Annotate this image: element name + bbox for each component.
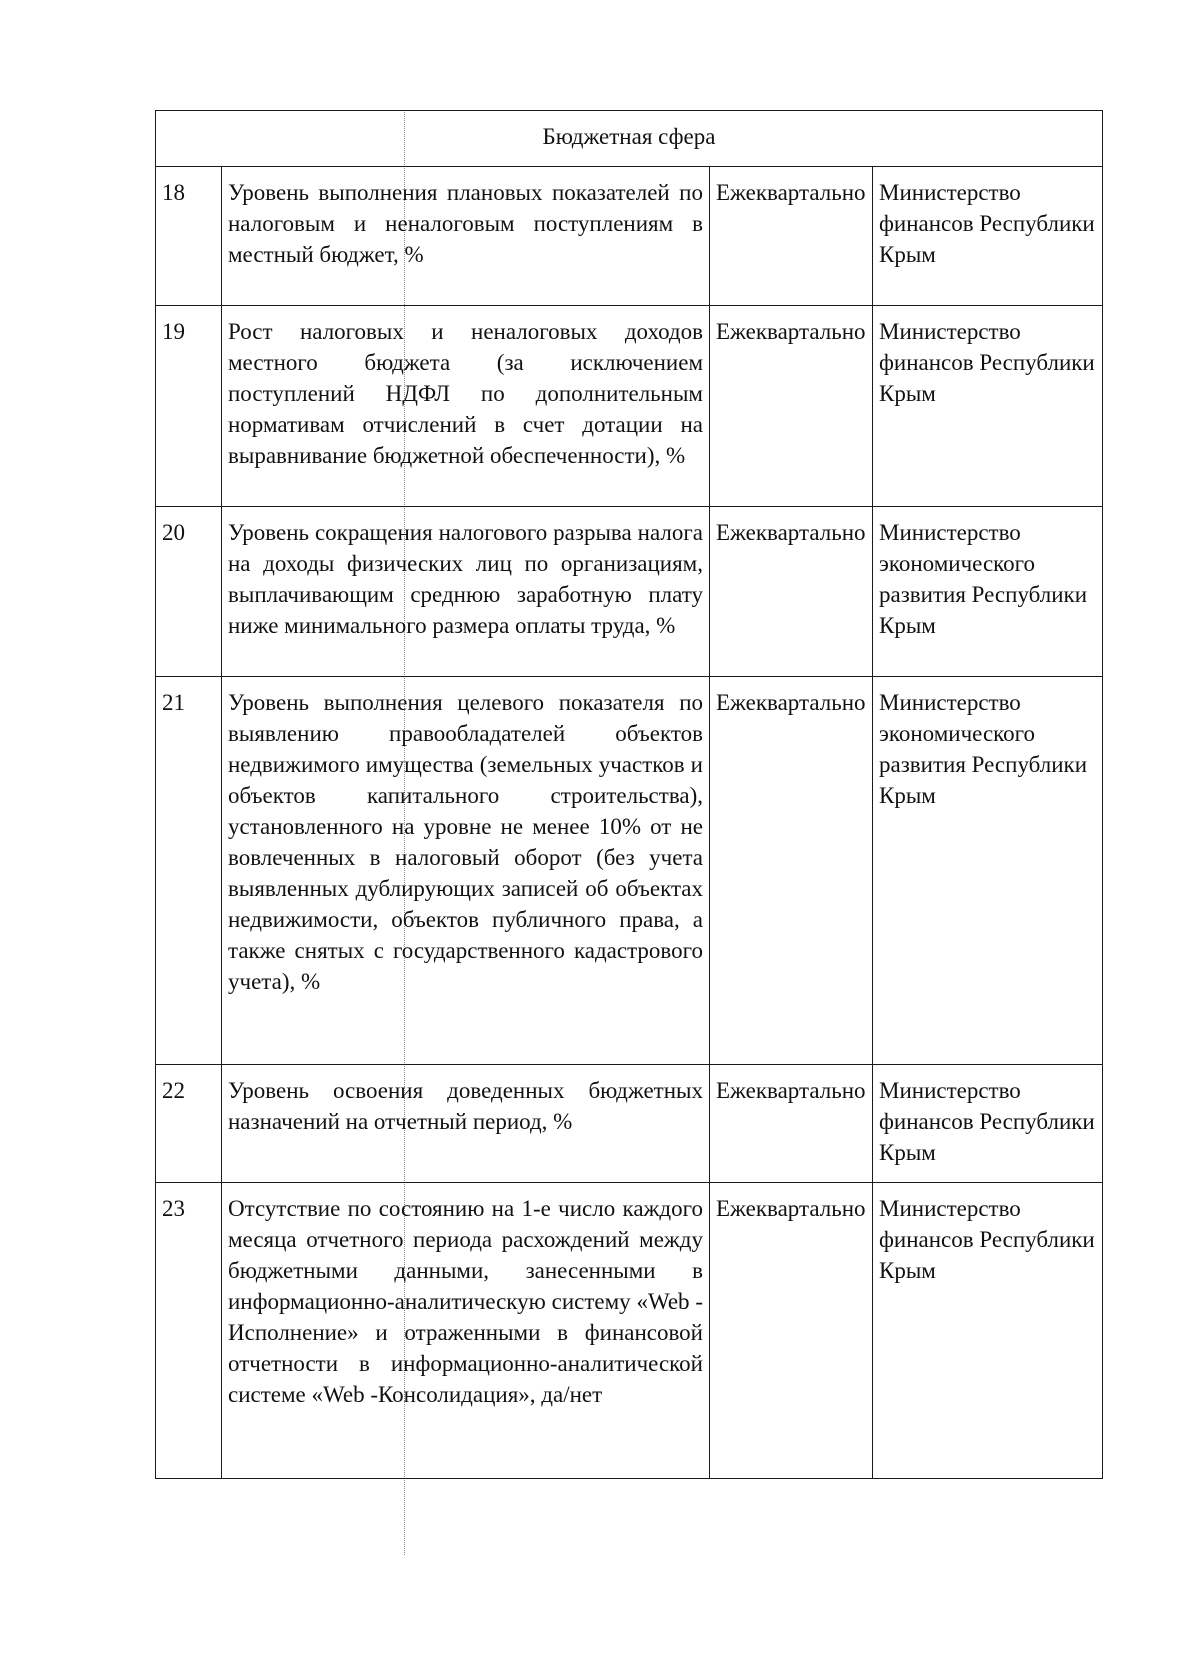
table-row: [156, 677, 1103, 1065]
row-number: 21: [156, 677, 222, 1065]
reporting-period: Ежеквартально: [710, 306, 873, 507]
responsible-body: Министерство финансов Республики Крым: [873, 167, 1103, 306]
row-number: 19: [156, 306, 222, 507]
row-number: 22: [156, 1065, 222, 1183]
table-row: [156, 507, 1103, 677]
table-row: [156, 1065, 1103, 1183]
responsible-body: Министерство экономического развития Республики Крым: [873, 677, 1103, 1065]
responsible-body: Министерство финансов Республики Крым: [873, 1183, 1103, 1479]
responsible-body: Министерство финансов Республики Крым: [873, 1065, 1103, 1183]
row-number: 18: [156, 167, 222, 306]
indicator-name: Уровень освоения доведенных бюджетных назначений на отчетный период, %: [222, 1065, 710, 1183]
responsible-body: Министерство экономического развития Республики Крым: [873, 507, 1103, 677]
table-row: [156, 167, 1103, 306]
table-row: [156, 306, 1103, 507]
indicator-name: Уровень выполнения целевого показателя по выявлению правообладателей объектов недвижимого имущества (земельных участков и объектов капитального строительства), установленного на уровне не менее 10% от не вовлеченных в налоговый оборот (без учета выявленных дублирующих записей об объектах недвижимости, объектов публичного права, а также снятых с государственного кадастрового учета), %: [222, 677, 710, 1065]
indicator-name: Уровень сокращения налогового разрыва налога на доходы физических лиц по организациям, выплачивающим среднюю заработную плату ниже минимального размера оплаты труда, %: [222, 507, 710, 677]
indicator-name: Отсутствие по состоянию на 1-е число каждого месяца отчетного периода расхождений между бюджетными данными, занесенными в информационно-аналитическую систему «Web - Исполнение» и отраженными в финансовой отчетности в информационно-аналитической системе «Web -Консолидация», да/нет: [222, 1183, 710, 1479]
reporting-period: Ежеквартально: [710, 677, 873, 1065]
section-title: Бюджетная сфера: [156, 111, 1103, 167]
reporting-period: Ежеквартально: [710, 1183, 873, 1479]
row-number: 20: [156, 507, 222, 677]
reporting-period: Ежеквартально: [710, 167, 873, 306]
indicator-name: Уровень выполнения плановых показателей по налоговым и неналоговым поступлениям в местный бюджет, %: [222, 167, 710, 306]
responsible-body: Министерство финансов Республики Крым: [873, 306, 1103, 507]
reporting-period: Ежеквартально: [710, 1065, 873, 1183]
indicators-table: [155, 110, 1103, 1479]
table-row: [156, 1183, 1103, 1479]
section-header-row: [156, 111, 1103, 167]
reporting-period: Ежеквартально: [710, 507, 873, 677]
row-number: 23: [156, 1183, 222, 1479]
indicator-name: Рост налоговых и неналоговых доходов местного бюджета (за исключением поступлений НДФЛ по дополнительным нормативам отчислений в счет дотации на выравнивание бюджетной обеспеченности), %: [222, 306, 710, 507]
